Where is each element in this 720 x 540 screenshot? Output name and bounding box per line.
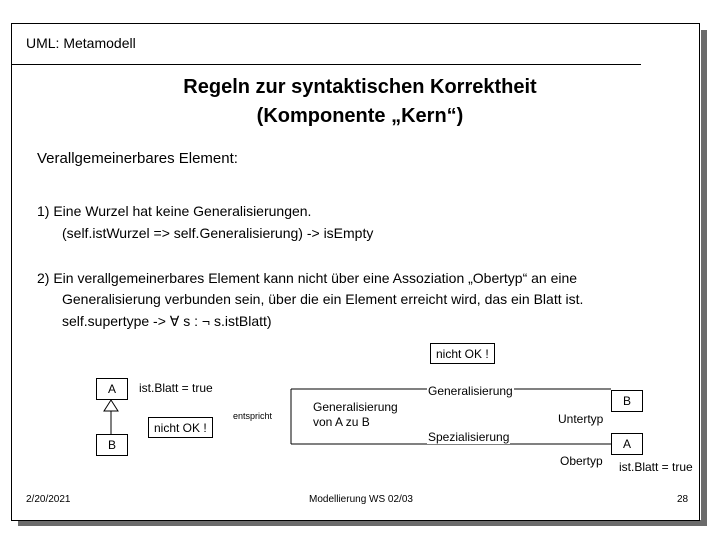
not-ok-badge-left: nicht OK ! <box>148 417 213 438</box>
class-a-label: A <box>107 382 116 396</box>
footer-date: 2/20/2021 <box>26 494 71 505</box>
class-a-box <box>96 378 128 400</box>
not-ok-badge-top: nicht OK ! <box>430 343 495 364</box>
slide-title-line2: (Komponente „Kern“) <box>256 105 464 127</box>
gen-arrow-head <box>104 400 118 411</box>
obertyp-label: Obertyp <box>560 454 603 468</box>
right-a-box <box>611 433 643 455</box>
right-b-label: B <box>622 394 631 408</box>
rule2-line1: 2) Ein verallgemeinerbares Element kann nicht über eine Assoziation „Obertyp“ an eine <box>37 270 578 286</box>
right-a-label: A <box>622 437 631 451</box>
gen-a-b-line1: Generalisierung <box>313 400 398 414</box>
rule2-line3: self.supertype -> ∀ s : ¬ s.istBlatt) <box>62 313 272 329</box>
subheading: Verallgemeinerbares Element: <box>37 150 238 167</box>
header-title: UML: Metamodell <box>26 35 136 51</box>
ist-blatt-label: ist.Blatt = true <box>139 381 213 395</box>
rule1-line2: (self.istWurzel => self.Generalisierung) -> isEmpty <box>62 225 374 241</box>
untertyp-label: Untertyp <box>558 412 604 426</box>
generalisierung-label: Generalisierung <box>428 384 513 398</box>
right-ist-blatt-label: ist.Blatt = true <box>619 460 693 474</box>
slide-title-line1: Regeln zur syntaktischen Korrektheit <box>183 76 537 98</box>
rule2-line2: Generalisierung verbunden sein, über die ein Element erreicht wird, das ein Blatt ist. <box>62 291 584 307</box>
entspricht-label: entspricht <box>233 411 273 421</box>
class-b-box <box>96 434 128 456</box>
gen-a-b-line2: von A zu B <box>313 415 370 429</box>
right-b-box <box>611 390 643 412</box>
rule1-line1: 1) Eine Wurzel hat keine Generalisierungen. <box>37 203 312 219</box>
footer-course: Modellierung WS 02/03 <box>309 494 413 505</box>
footer-page-number: 28 <box>677 494 689 505</box>
class-b-label: B <box>107 438 116 452</box>
spezialisierung-label: Spezialisierung <box>428 430 510 444</box>
